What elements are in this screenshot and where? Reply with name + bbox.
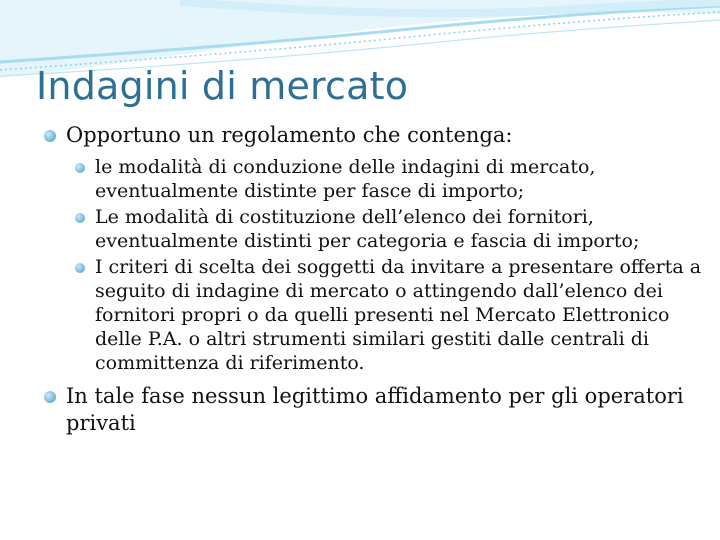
slide-content: [44, 122, 704, 437]
sub-bullet: [75, 255, 715, 375]
sub-bullet: [75, 205, 715, 253]
bullet-level1: [44, 122, 704, 149]
bullet-dot-icon: [75, 213, 85, 223]
sub-bullet-text: le modalità di conduzione delle indagini di mercato, eventualmente distinte per fasce di importo;: [95, 156, 596, 202]
sub-bullet-text: I criteri di scelta dei soggetti da invitare a presentare offerta a seguito di indagine di mercato o attingendo dall’elenco dei fornitori propri o da quelli presenti nel Mercato Elettronico delle P.A. o altri strumenti similari gestiti dalle centrali di committenza di riferimento.: [95, 256, 702, 374]
bullet-dot-icon: [75, 263, 85, 273]
bullet-level1: [44, 383, 704, 437]
sub-bullet-text: Le modalità di costituzione dell’elenco dei fornitori, eventualmente distinti per categoria e fascia di importo;: [95, 206, 640, 252]
bullet-dot-icon: [44, 130, 56, 142]
bullet-text: In tale fase nessun legittimo affidamento per gli operatori privati: [66, 384, 684, 435]
slide-title: Indagini di mercato: [36, 64, 409, 108]
sub-bullet: [75, 155, 715, 203]
sub-bullet-list: [75, 155, 704, 375]
bullet-text: Opportuno un regolamento che contenga:: [66, 123, 513, 147]
bullet-dot-icon: [75, 163, 85, 173]
bullet-dot-icon: [44, 391, 56, 403]
